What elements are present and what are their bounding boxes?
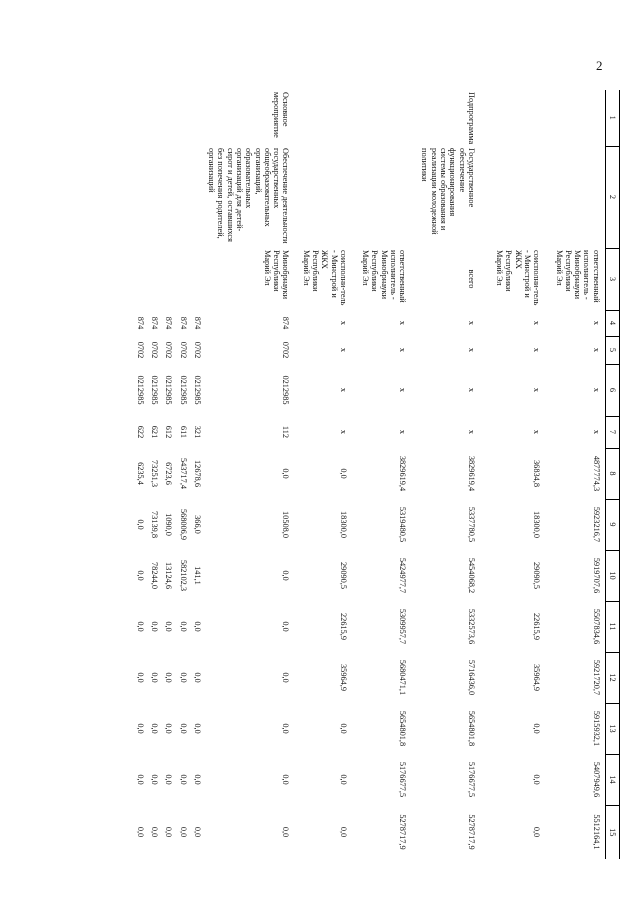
table-cell-col5: x <box>338 347 348 353</box>
table-cell-col10: 13124,6 <box>164 562 174 589</box>
table-cell-col3: соисполни-тель - Минстрой и ЖКХ Республики Марий Эл <box>301 250 348 306</box>
table-cell-col10: 5919707,6 <box>591 557 601 594</box>
table-row <box>192 90 206 859</box>
table-cell-col6: 0212985 <box>135 375 145 405</box>
table-cell-col5: 0702 <box>192 341 202 359</box>
table-cell-col6: 0212985 <box>164 375 174 405</box>
table-cell-col3 <box>192 248 206 310</box>
table-cell-col1 <box>494 90 553 146</box>
table-row <box>300 90 359 859</box>
table-cell-col1 <box>177 90 191 146</box>
table-cell-col10: 0,0 <box>281 570 291 581</box>
table-cell-col13: 5915932,1 <box>591 710 601 747</box>
table-cell-col15: 5512164,1 <box>591 814 601 850</box>
table-cell-col13: 0,0 <box>178 723 188 734</box>
table-cell-col4: x <box>338 320 348 326</box>
table-cell-col7: 611 <box>178 425 188 439</box>
table-cell-col12: 35964,9 <box>338 664 348 691</box>
column-header-7: 7 <box>605 416 619 448</box>
column-header-14: 14 <box>605 754 619 805</box>
table-cell-col2 <box>360 146 419 248</box>
column-header-4: 4 <box>605 310 619 336</box>
table-cell-col7: 112 <box>281 425 291 439</box>
budget-table <box>134 90 620 859</box>
table-cell-col10: 582102,3 <box>178 559 188 592</box>
table-cell-col8: 4877774,3 <box>591 455 601 492</box>
table-cell-col15: 0,0 <box>150 826 160 838</box>
table-cell-col12: 0,0 <box>192 672 202 683</box>
table-cell-col9: 5337780,5 <box>466 506 476 543</box>
table-cell-col9: 366,0 <box>192 515 202 534</box>
table-cell-col12: 5921720,7 <box>591 659 601 696</box>
column-header-9: 9 <box>605 499 619 550</box>
table-cell-col14: 0,0 <box>192 774 202 785</box>
table-cell-col3: ответственный исполнитель - Минобрнауки Республики Марий Эл <box>554 250 601 303</box>
table-cell-col12: 0,0 <box>164 672 174 683</box>
table-cell-col13: 5654801,8 <box>466 710 476 747</box>
rotated-table-page <box>110 90 620 850</box>
table-cell-col11: 0,0 <box>150 621 160 632</box>
table-cell-col12: 0,0 <box>178 672 188 683</box>
table-cell-col10: 78244,0 <box>150 562 160 589</box>
table-cell-col9: 5923216,7 <box>591 506 601 543</box>
table-cell-col1 <box>553 90 605 146</box>
table-cell-col12: 35964,9 <box>532 664 542 691</box>
table-cell-col9: 5319480,5 <box>398 506 408 543</box>
table-cell-col1: Основное мероприятие <box>272 92 291 138</box>
table-cell-col13: 0,0 <box>150 723 160 734</box>
table-cell-col11: 22615,9 <box>338 613 348 640</box>
table-cell-col10: 29090,5 <box>532 562 542 589</box>
table-cell-col6: x <box>532 387 542 393</box>
table-cell-col3: Минобрнауки Республики Марий Эл <box>262 250 291 300</box>
column-header-12: 12 <box>605 652 619 703</box>
table-cell-col11: 0,0 <box>164 621 174 632</box>
table-cell-col9: 18300,0 <box>338 511 348 538</box>
table-cell-col15: 0,0 <box>178 826 188 838</box>
table-cell-col2 <box>134 146 148 248</box>
table-cell-col11: 5332573,6 <box>466 608 476 645</box>
table-cell-col7: x <box>591 429 601 435</box>
table-cell-col1 <box>192 90 206 146</box>
table-cell-col2 <box>553 146 605 248</box>
table-row <box>494 90 553 859</box>
table-cell-col2 <box>494 146 553 248</box>
table-cell-col5: 0702 <box>135 341 145 359</box>
table-cell-col7: x <box>466 429 476 435</box>
table-cell-col15: 0,0 <box>532 826 542 838</box>
table-cell-col12: 5680471,1 <box>398 659 408 696</box>
table-cell-col5: 0702 <box>150 341 160 359</box>
table-cell-col7: x <box>532 429 542 435</box>
table-cell-col13: 0,0 <box>164 723 174 734</box>
column-header-11: 11 <box>605 601 619 652</box>
column-header-2: 2 <box>605 146 619 248</box>
table-cell-col4: 874 <box>150 316 160 330</box>
table-cell-col5: x <box>591 347 601 353</box>
table-cell-col5: x <box>532 347 542 353</box>
table-cell-col5: 0702 <box>281 341 291 359</box>
table-cell-col9: 18300,0 <box>532 511 542 538</box>
table-cell-col4: x <box>532 320 542 326</box>
table-cell-col14: 0,0 <box>532 774 542 785</box>
table-cell-col15: 0,0 <box>281 826 291 838</box>
table-cell-col9: 1090,0 <box>164 513 174 536</box>
table-cell-col13: 0,0 <box>281 723 291 734</box>
table-cell-col10: 29090,5 <box>338 562 348 589</box>
table-cell-col8: 73251,3 <box>150 460 160 487</box>
table-row <box>206 90 301 859</box>
table-cell-col3: соисполни-тель - Минстрой и ЖКХ Республики Марий Эл <box>495 250 542 306</box>
table-cell-col13: 0,0 <box>135 723 145 734</box>
table-cell-col14: 0,0 <box>178 774 188 785</box>
table-cell-col11: 0,0 <box>281 621 291 632</box>
table-cell-col5: 0702 <box>164 341 174 359</box>
table-cell-col4: 874 <box>192 316 202 330</box>
table-cell-col1: Подпрограмма <box>466 92 476 145</box>
table-row <box>177 90 191 859</box>
column-header-1: 1 <box>605 90 619 146</box>
table-cell-col3 <box>177 248 191 310</box>
page-number: 2 <box>596 58 603 73</box>
table-cell-col11: 5507834,6 <box>591 608 601 645</box>
table-cell-col14: 5176677,5 <box>466 761 476 798</box>
table-cell-col6: 0212985 <box>192 375 202 405</box>
table-cell-col15: 0,0 <box>192 826 202 838</box>
table-cell-col13: 0,0 <box>532 723 542 734</box>
table-cell-col4: x <box>398 320 408 326</box>
table-cell-col5: x <box>466 347 476 353</box>
table-cell-col10: 141,1 <box>192 566 202 585</box>
table-cell-col2 <box>177 146 191 248</box>
table-cell-col15: 5278717,9 <box>398 814 408 850</box>
table-cell-col14: 0,0 <box>150 774 160 785</box>
table-row <box>149 90 163 859</box>
column-header-10: 10 <box>605 550 619 601</box>
column-header-8: 8 <box>605 448 619 499</box>
table-cell-col14: 0,0 <box>164 774 174 785</box>
table-cell-col6: 0212985 <box>150 375 160 405</box>
table-cell-col7: 612 <box>164 425 174 439</box>
table-cell-col13: 0,0 <box>192 723 202 734</box>
table-cell-col6: x <box>466 387 476 393</box>
table-cell-col10: 5454068,2 <box>466 557 476 594</box>
table-cell-col5: x <box>398 347 408 353</box>
table-cell-col2 <box>192 146 206 248</box>
table-cell-col2 <box>163 146 177 248</box>
table-cell-col4: x <box>466 320 476 326</box>
table-cell-col1 <box>360 90 419 146</box>
table-cell-col7: x <box>398 429 408 435</box>
table-cell-col4: 874 <box>164 316 174 330</box>
table-cell-col8: 6723,6 <box>164 462 174 485</box>
table-cell-col9: 10508,0 <box>281 511 291 538</box>
table-row <box>553 90 605 859</box>
table-cell-col7: 621 <box>150 425 160 439</box>
table-cell-col4: 874 <box>178 316 188 330</box>
table-cell-col3 <box>149 248 163 310</box>
table-cell-col1 <box>149 90 163 146</box>
table-cell-col4: x <box>591 320 601 326</box>
table-cell-col2 <box>149 146 163 248</box>
column-header-13: 13 <box>605 703 619 754</box>
table-cell-col14: 5176677,5 <box>398 761 408 798</box>
table-cell-col1 <box>300 90 359 146</box>
table-cell-col13: 5654801,8 <box>398 710 408 747</box>
column-header-3: 3 <box>605 248 619 310</box>
table-cell-col8: 36834,8 <box>532 460 542 487</box>
table-cell-col11: 0,0 <box>178 621 188 632</box>
table-cell-col14: 0,0 <box>135 774 145 785</box>
table-cell-col14: 5407949,6 <box>591 761 601 798</box>
table-row <box>360 90 419 859</box>
table-cell-col7: 622 <box>135 425 145 439</box>
table-cell-col15: 0,0 <box>164 826 174 838</box>
table-cell-col7: 321 <box>192 425 202 439</box>
table-cell-col6: x <box>591 387 601 393</box>
column-header-5: 5 <box>605 336 619 364</box>
table-cell-col6: x <box>338 387 348 393</box>
table-cell-col14: 0,0 <box>281 774 291 785</box>
table-cell-col8: 0,0 <box>281 468 291 479</box>
table-row <box>419 90 494 859</box>
table-cell-col10: 0,0 <box>135 570 145 581</box>
table-cell-col1 <box>134 90 148 146</box>
table-cell-col9: 568006,9 <box>178 508 188 541</box>
table-cell-col8: 12678,6 <box>192 460 202 487</box>
table-cell-col12: 5716436,0 <box>466 659 476 696</box>
table-cell-col8: 0,0 <box>338 468 348 479</box>
table-cell-col6: 0212985 <box>178 375 188 405</box>
table-cell-col15: 0,0 <box>135 826 145 838</box>
table-cell-col3 <box>134 248 148 310</box>
table-cell-col9: 0,0 <box>135 519 145 530</box>
table-cell-col5: 0702 <box>178 341 188 359</box>
table-cell-col6: 0212985 <box>281 375 291 405</box>
table-cell-col8: 3829619,4 <box>398 455 408 492</box>
table-row <box>163 90 177 859</box>
table-cell-col11: 5309957,7 <box>398 608 408 645</box>
table-cell-col13: 0,0 <box>338 723 348 734</box>
table-cell-col8: 3829619,4 <box>466 455 476 492</box>
table-cell-col8: 6235,4 <box>135 462 145 485</box>
table-cell-col15: 5278717,9 <box>466 814 476 850</box>
header-row <box>605 90 619 859</box>
table-cell-col2 <box>300 146 359 248</box>
table-cell-col9: 73139,8 <box>150 511 160 538</box>
table-cell-col12: 0,0 <box>281 672 291 683</box>
table-cell-col7: x <box>338 429 348 435</box>
table-cell-col1 <box>163 90 177 146</box>
table-cell-col11: 22615,9 <box>532 613 542 640</box>
table-cell-col3 <box>163 248 177 310</box>
table-cell-col2: Государственное обеспечение функционирования системы образования и реализации молодежной политики <box>420 148 476 235</box>
table-cell-col3: ответственный исполнитель - Минобрнауки Республики Марий Эл <box>361 250 408 303</box>
table-cell-col6: x <box>398 387 408 393</box>
column-header-6: 6 <box>605 364 619 416</box>
table-cell-col2: Обеспечение деятельности государственных общеобразовательных организаций, образовательных организаций для детей-сирот и детей, оставшихся без попечения родителей, организаций <box>207 148 291 244</box>
table-cell-col4: 874 <box>281 316 291 330</box>
table-cell-col3: всего <box>466 269 476 289</box>
table-cell-col8: 543717,4 <box>178 457 188 490</box>
table-cell-col12: 0,0 <box>150 672 160 683</box>
table-cell-col11: 0,0 <box>135 621 145 632</box>
column-header-15: 15 <box>605 805 619 859</box>
table-cell-col14: 0,0 <box>338 774 348 785</box>
table-cell-col4: 874 <box>135 316 145 330</box>
table-cell-col11: 0,0 <box>192 621 202 632</box>
table-cell-col10: 5424977,7 <box>398 557 408 594</box>
table-cell-col12: 0,0 <box>135 672 145 683</box>
table-row <box>134 90 148 859</box>
table-cell-col15: 0,0 <box>338 826 348 838</box>
